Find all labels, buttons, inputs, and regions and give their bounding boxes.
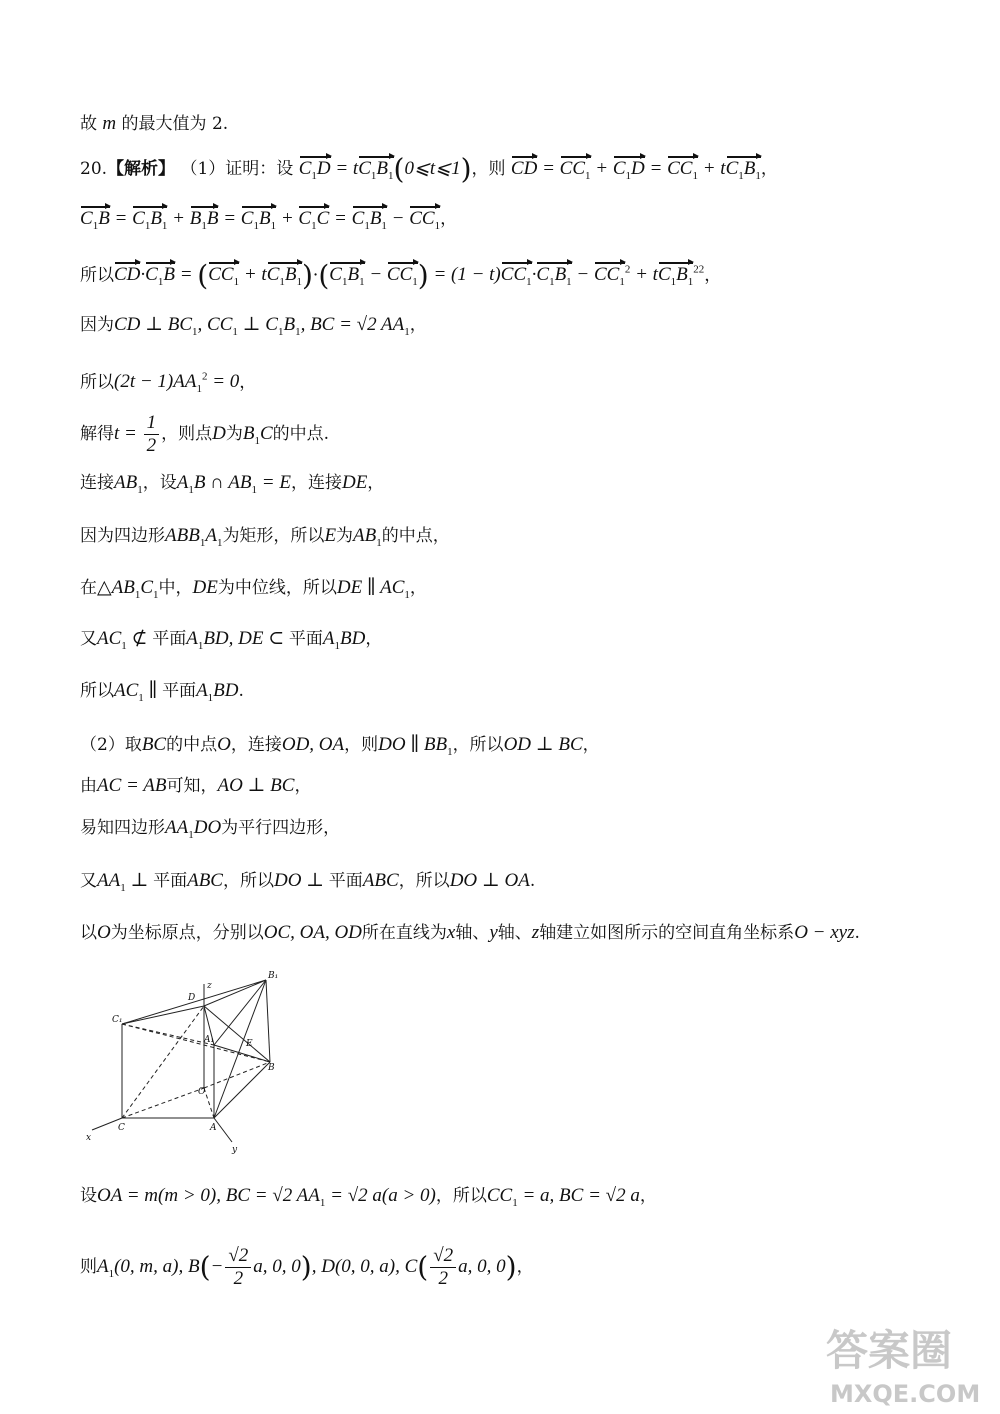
- text-line: 由AC = AB可知，AO ⊥ BC，: [80, 775, 312, 796]
- text-line: 设OA = m(m > 0), BC = √2 $AA_1 = √2$ a(a > 0)，所以$CC_1 = a$, BC = √2 a，: [80, 1185, 657, 1209]
- coordinate-prism-figure: [80, 970, 300, 1160]
- text-line: 在$\triangle AB_1C_1$中，DE为中位线，所以DE ∥ $AC_1$，: [80, 577, 427, 601]
- label-x: x: [86, 1133, 92, 1143]
- text-line: 因为CD ⊥ $BC_1$, $CC_1$ ⊥ $C_1B_1$, BC = √2 $AA_1$，: [80, 314, 427, 338]
- label-y: y: [232, 1145, 238, 1155]
- text-line: 解得t = $\frac{1}{2}$ ，则点D为$B_1C$的中点.: [80, 412, 330, 456]
- formula-line: $C_1B = C_1B_1 + B_1B = C_1B_1 + C_1C = C_1B_1 - CC_1$，: [80, 207, 457, 238]
- text-line: 易知四边形$AA_1DO$为平行四边形，: [80, 817, 341, 841]
- text-line: 所以$AC_1$ ∥ 平面$A_1BD$.: [80, 680, 244, 704]
- formula-line: 所以$CD\cdot C_1B = (CC_1 + tC_1B_1)\cdot(C_1B_1 - CC_1) = (1 - t)CC_1\cdot C_1B_1 - CC_1^2 + tC_1B_1^{22}$，: [80, 258, 721, 294]
- watermark-url: MXQE.COM: [830, 1380, 981, 1408]
- label-E: E: [246, 1039, 253, 1049]
- label-C: C: [118, 1123, 125, 1133]
- text-line: 又$AA_1$ ⊥ 平面ABC，所以DO ⊥ 平面ABC，所以DO ⊥ OA.: [80, 870, 536, 894]
- text-line: 以O为坐标原点，分别以OC, OA, OD所在直线为x轴、y轴、z轴建立如图所示的空间直角坐标系O − xyz.: [80, 922, 860, 943]
- label-D: D: [188, 993, 196, 1003]
- label-O: O: [198, 1087, 206, 1097]
- label-B1: B₁: [268, 971, 279, 981]
- text-line: 所以$(2t - 1)AA_1^2 = 0$，: [80, 371, 257, 396]
- label-z: z: [207, 981, 212, 991]
- question-20-header: 20.【解析】 （1）证明：设 $C_1D$ = $tC_1B_1(0⩽t⩽1)$，则 CD = $CC_1 + C_1D = CC_1 + tC_1B_1$，: [80, 157, 778, 188]
- label-A: A: [210, 1123, 217, 1133]
- text-line: 连接$AB_1$，设$A_1B$ ∩ $AB_1 = E$，连接DE，: [80, 472, 385, 496]
- text-line: （2）取BC的中点O，连接OD, OA，则DO ∥ $BB_1$，所以OD ⊥ BC，: [80, 734, 600, 758]
- label-A1: A₁: [204, 1035, 215, 1045]
- label-B: B: [268, 1063, 275, 1073]
- text-line: 则$A_1(0$, m, a), B(− $\frac{√2}{2}$ a, 0, 0), D(0, 0, a), C( $\frac{√2}{2}$ a, 0, 0)，: [80, 1245, 534, 1289]
- watermark-logo: 答案圈: [826, 1326, 953, 1375]
- text-line: 故 m 的最大值为 2.: [80, 113, 229, 134]
- text-line: 又$AC_1$ ⊄ 平面$A_1BD$, DE ⊂ 平面$A_1BD$，: [80, 628, 383, 652]
- label-C1: C₁: [112, 1015, 123, 1025]
- text-line: 因为四边形$ABB_1A_1$为矩形，所以E为$AB_1$的中点，: [80, 525, 450, 549]
